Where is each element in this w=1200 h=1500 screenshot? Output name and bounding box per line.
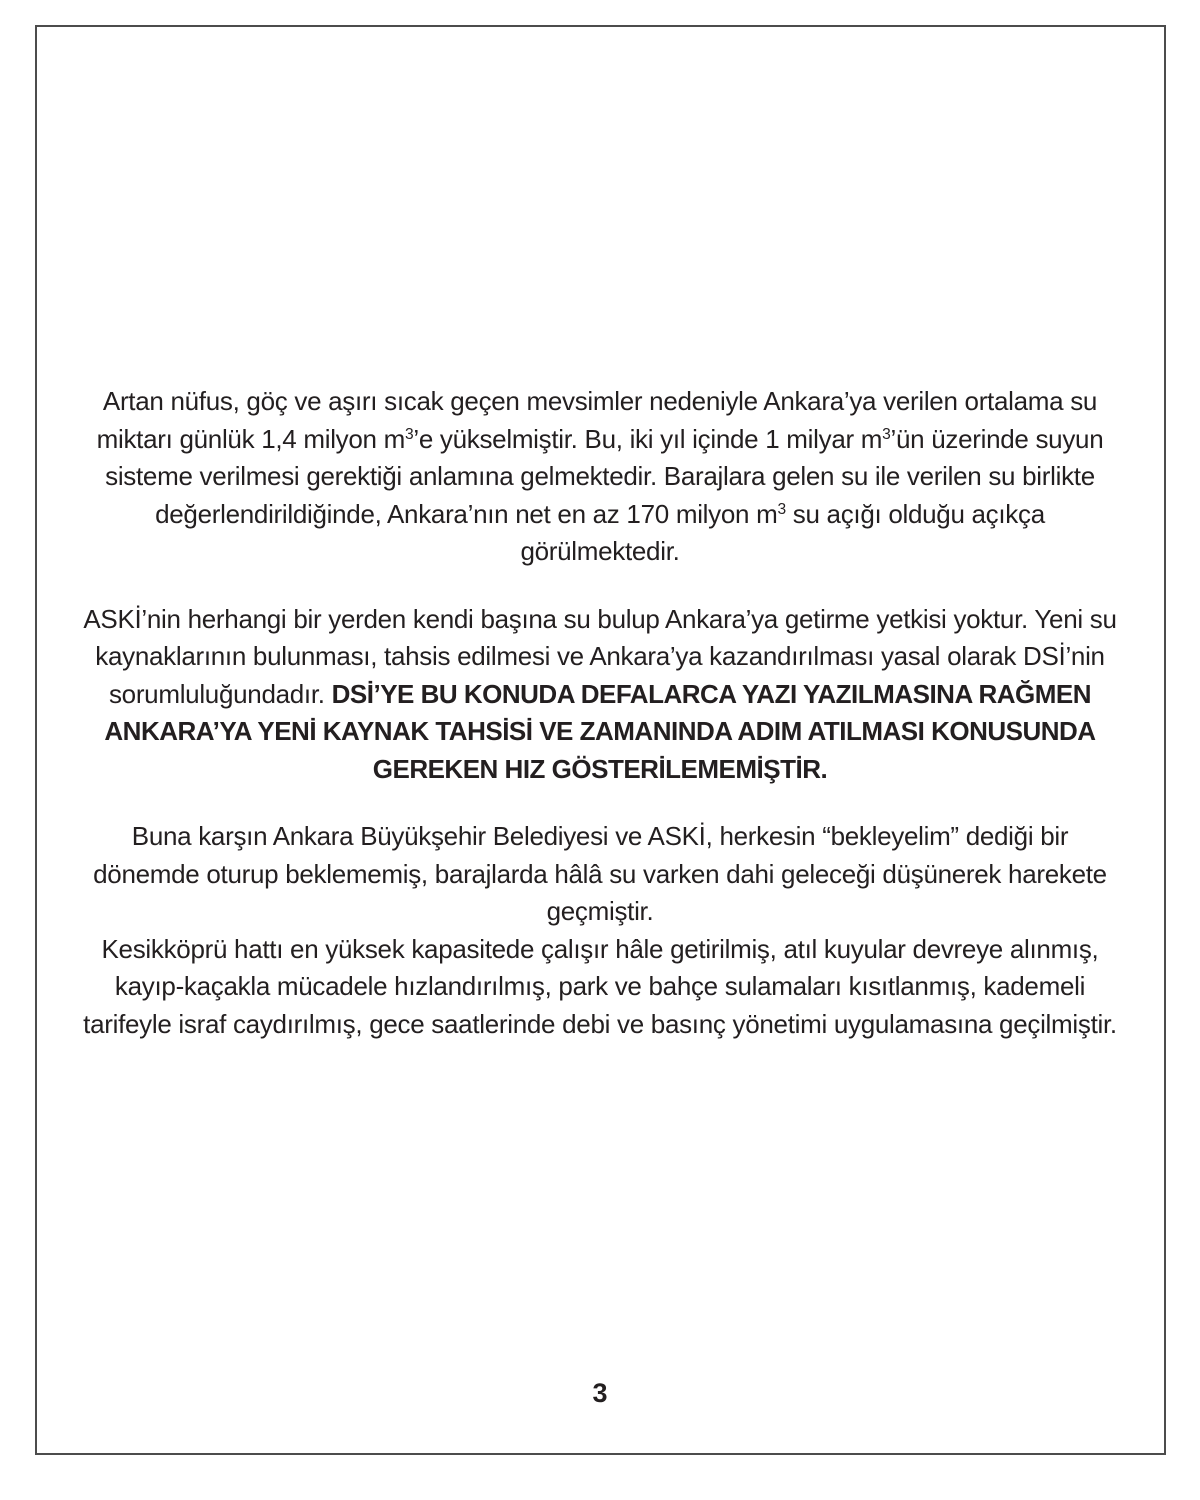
text-segment-normal: ’e yükselmiştir. Bu, iki yıl içinde 1 milyar m [413, 423, 883, 454]
text-segment-normal: su açığı olduğu açıkça görülmektedir. [520, 498, 1045, 566]
text-segment-sup: 3 [777, 500, 786, 518]
document-body [80, 383, 1120, 1043]
text-segment-bold: DSİ’YE BU KONUDA DEFALARCA YAZI YAZILMASINA RAĞMEN ANKARA’YA YENİ KAYNAK TAHSİSİ VE ZAMANINDA ADIM ATILMASI KONUSUNDA GEREKEN HIZ GÖSTERİLEMEMİŞTİR. [104, 678, 1096, 784]
paragraph-aski-action [80, 818, 1120, 931]
paragraph-dsi-responsibility [80, 601, 1120, 789]
paragraph-water-deficit [80, 383, 1120, 571]
paragraph-measures-taken [80, 931, 1120, 1044]
text-segment-normal: ASKİ’nin herhangi bir yerden kendi başına su bulup Ankara’ya getirme yetkisi yoktur. Yeni su kaynaklarının bulunması, tahsis edilmesi ve Ankara’ya kazandırılması yasal olarak DSİ’nin sorumluluğundadır. [83, 603, 1117, 709]
text-segment-sup: 3 [404, 425, 414, 443]
text-segment-normal: ’ün üzerinde suyun sisteme verilmesi gerektiği anlamına gelmektedir. Barajlara gelen su ile verilen su birlikte değerlendirildiğinde, Ankara’nın net en az 170 milyon m [105, 423, 1104, 529]
text-segment-sup: 3 [882, 425, 891, 443]
text-segment-normal: Artan nüfus, göç ve aşırı sıcak geçen mevsimler nedeniyle Ankara’ya verilen ortalama su miktarı günlük 1,4 milyon m [96, 386, 1098, 454]
text-segment-normal: Kesikköprü hattı en yüksek kapasitede çalışır hâle getirilmiş, atıl kuyular devreye alınmış, kayıp-kaçakla mücadele hızlandırılmış, park ve bahçe sulamaları kısıtlanmış, kademeli tarifeyle israf caydırılmış, gece saatlerinde debi ve basınç yönetimi uygulamasına geçilmiştir. [83, 933, 1117, 1039]
text-segment-normal: Buna karşın Ankara Büyükşehir Belediyesi ve ASKİ, herkesin “bekleyelim” dediği bir dönemde oturup beklememiş, barajlarda hâlâ su varken dahi geleceği düşünerek harekete geçmiştir. [93, 821, 1107, 926]
page-number: 3 [592, 1378, 608, 1408]
